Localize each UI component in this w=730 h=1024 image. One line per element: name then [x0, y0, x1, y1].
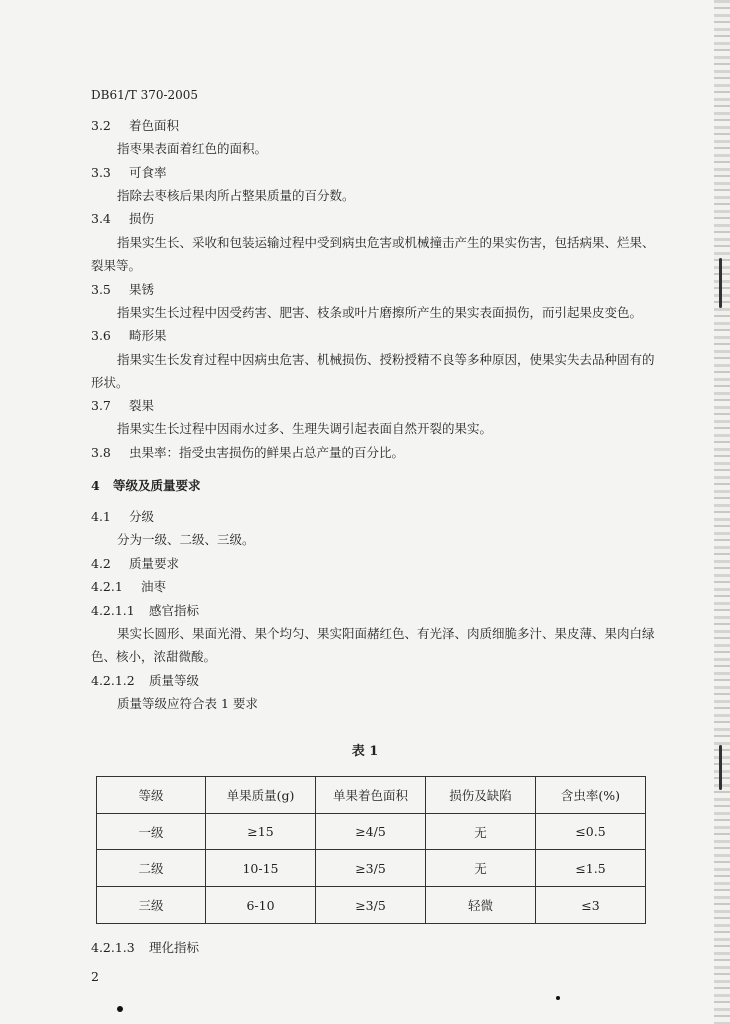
section-4-1-heading	[91, 509, 154, 525]
table-row	[97, 814, 646, 850]
section-title: 质量要求	[129, 556, 180, 571]
section-title: 质量等级	[149, 673, 200, 688]
section-4-2-1-heading	[91, 579, 166, 595]
section-number: 4.2.1.2	[91, 673, 135, 688]
section-3-6-body-line-2: 形状。	[91, 375, 129, 390]
table-cell: ≥4/5	[316, 814, 426, 850]
table-cell: 二级	[97, 850, 206, 887]
header-cell-insect-rate: 含虫率(%)	[536, 777, 646, 814]
section-number: 4.2.1	[91, 579, 123, 594]
table-cell: 三级	[97, 887, 206, 924]
section-number: 4.2.1.1	[91, 603, 135, 618]
section-title: 可食率	[129, 165, 167, 180]
section-4-heading	[91, 478, 201, 494]
section-4-2-1-3-heading	[91, 940, 199, 956]
section-4-2-1-1-heading	[91, 603, 199, 619]
section-3-2-heading	[91, 118, 179, 134]
section-title: 等级及质量要求	[113, 478, 201, 493]
section-4-2-1-2-heading	[91, 673, 199, 689]
section-3-7-body: 指果实生长过程中因雨水过多、生理失调引起表面自然开裂的果实。	[117, 421, 493, 436]
section-3-2-body: 指枣果表面着红色的面积。	[117, 141, 268, 156]
header-cell-color-area: 单果着色面积	[316, 777, 426, 814]
header-cell-weight: 单果质量(g)	[206, 777, 316, 814]
section-4-2-1-1-body-line-2: 色、核小，浓甜微酸。	[91, 649, 217, 664]
table-cell: ≥3/5	[316, 887, 426, 924]
section-4-2-heading	[91, 556, 179, 572]
table-cell: ≤3	[536, 887, 646, 924]
section-number: 4.2	[91, 556, 111, 571]
section-number: 3.6	[91, 328, 111, 343]
section-number: 3.7	[91, 398, 111, 413]
table-caption: 表 1	[351, 744, 379, 759]
section-3-4-body-line-2: 裂果等。	[91, 258, 142, 273]
table-cell: 无	[426, 850, 536, 887]
scan-mark	[719, 258, 722, 308]
section-number: 3.4	[91, 211, 111, 226]
section-title: 果锈	[129, 282, 155, 297]
section-title: 感官指标	[149, 603, 200, 618]
table-cell: ≤1.5	[536, 850, 646, 887]
scan-speck	[556, 996, 560, 1000]
section-title: 着色面积	[129, 118, 180, 133]
section-title: 理化指标	[149, 940, 200, 955]
table-cell: ≥15	[206, 814, 316, 850]
table-cell: 6-10	[206, 887, 316, 924]
section-3-7-heading	[91, 398, 154, 414]
scan-speck	[117, 1006, 123, 1012]
table-cell: 无	[426, 814, 536, 850]
section-3-8	[91, 445, 404, 461]
table-row	[97, 887, 646, 924]
header-cell-damage: 损伤及缺陷	[426, 777, 536, 814]
section-3-3-heading	[91, 165, 167, 181]
table-row	[97, 850, 646, 887]
section-3-3-body: 指除去枣核后果肉所占整果质量的百分数。	[117, 188, 355, 203]
scan-mark	[719, 745, 722, 790]
page-number: 2	[91, 969, 99, 984]
section-number: 4.1	[91, 509, 111, 524]
section-title: 损伤	[129, 211, 155, 226]
quality-grade-table	[96, 776, 646, 924]
section-3-4-heading	[91, 211, 154, 227]
table-header-row	[97, 777, 646, 814]
table-cell: 一级	[97, 814, 206, 850]
section-3-6-heading	[91, 328, 167, 344]
header-cell-grade: 等级	[97, 777, 206, 814]
section-3-6-body-line-1: 指果实生长发育过程中因病虫危害、机械损伤、授粉授精不良等多种原因，使果实失去品种固有的	[117, 352, 655, 367]
section-number: 3.5	[91, 282, 111, 297]
section-text: 虫果率：指受虫害损伤的鲜果占总产量的百分比。	[129, 445, 405, 460]
table-cell: ≥3/5	[316, 850, 426, 887]
section-title: 裂果	[129, 398, 155, 413]
table-cell: 10-15	[206, 850, 316, 887]
section-4-2-1-2-body: 质量等级应符合表 1 要求	[117, 696, 258, 711]
section-number: 3.2	[91, 118, 111, 133]
table-cell: ≤0.5	[536, 814, 646, 850]
section-number: 4	[91, 478, 100, 493]
section-number: 3.3	[91, 165, 111, 180]
section-4-1-body: 分为一级、二级、三级。	[117, 532, 255, 547]
scan-edge-artifact	[714, 0, 730, 1024]
section-number: 4.2.1.3	[91, 940, 135, 955]
table-cell: 轻微	[426, 887, 536, 924]
section-title: 畸形果	[129, 328, 167, 343]
document-code-header: DB61/T 370-2005	[91, 88, 199, 102]
section-number: 3.8	[91, 445, 111, 460]
section-3-5-heading	[91, 282, 154, 298]
section-3-5-body: 指果实生长过程中因受药害、肥害、枝条或叶片磨擦所产生的果实表面损伤，而引起果皮变色。	[117, 305, 643, 320]
section-4-2-1-1-body-line-1: 果实长圆形、果面光滑、果个均匀、果实阳面赭红色、有光泽、肉质细脆多汁、果皮薄、果肉白绿	[117, 626, 655, 641]
section-title: 分级	[129, 509, 155, 524]
section-3-4-body-line-1: 指果实生长、采收和包装运输过程中受到病虫危害或机械撞击产生的果实伤害，包括病果、烂果、	[117, 235, 655, 250]
section-title: 油枣	[141, 579, 167, 594]
